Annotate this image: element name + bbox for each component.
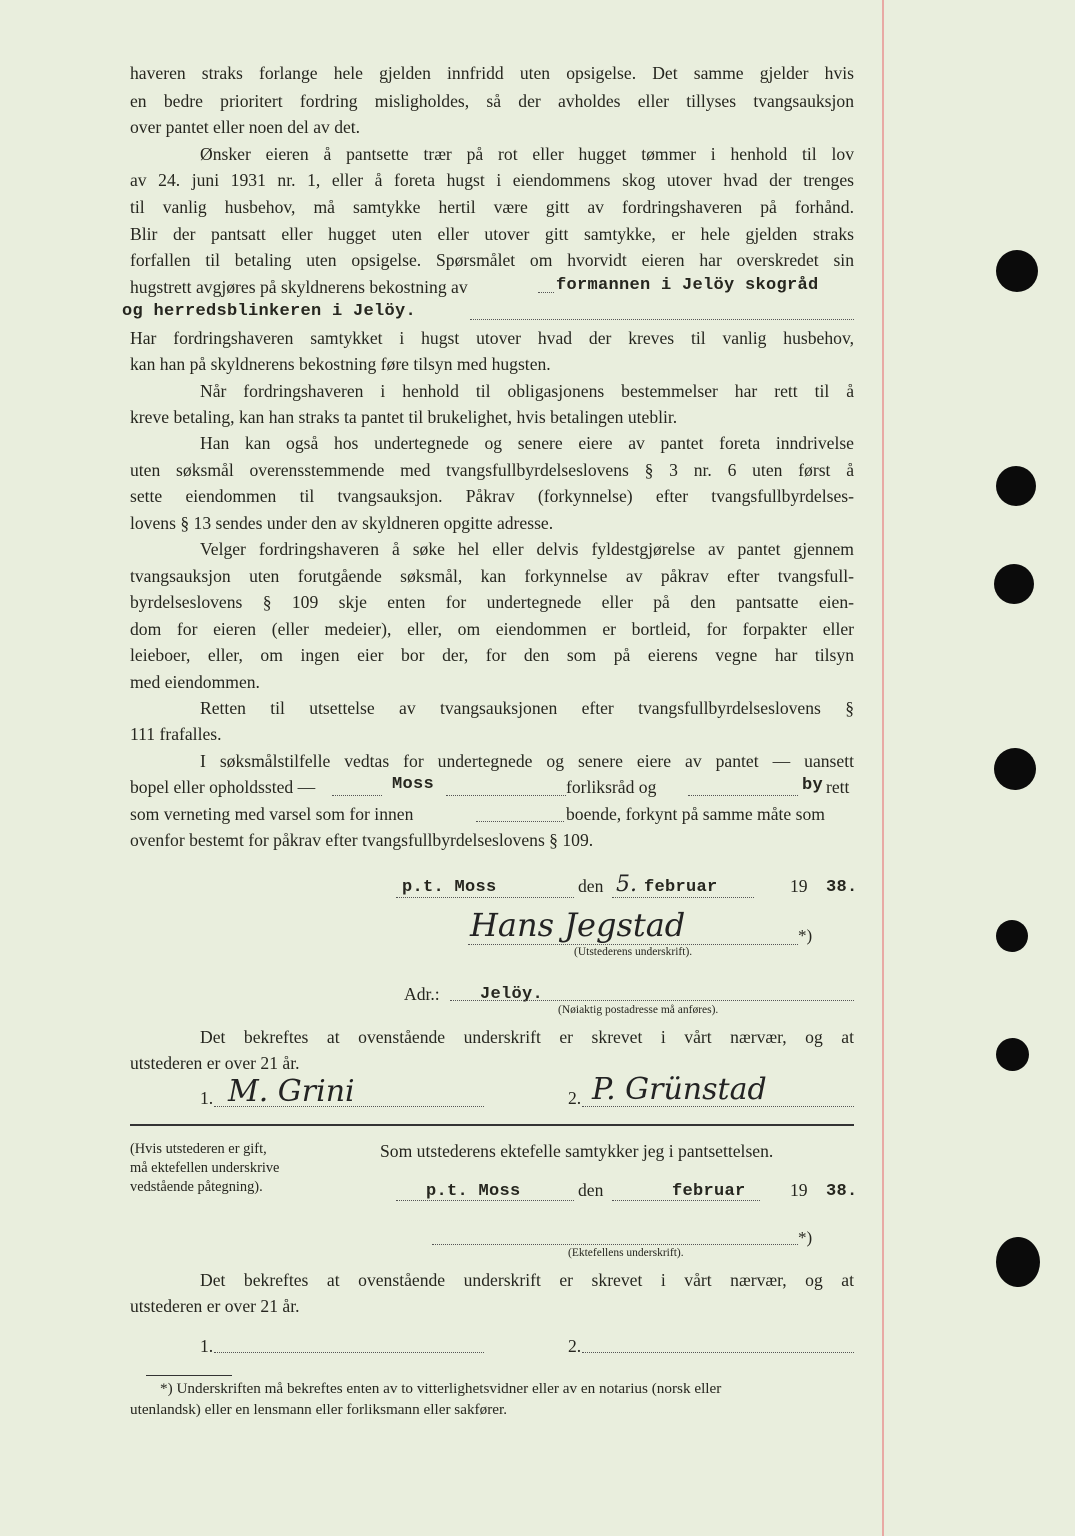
body-text-line: Retten til utsettelse av tvangsauksjonen efter tvangsfullbyrdelseslovens § [200,698,854,718]
typed-authority: formannen i Jelöy skogråd [556,276,819,295]
body-text-line: kreve betaling, kan han straks ta pantet til brukelighet, hvis betalingen uteblir. [130,407,678,427]
typed-year: 38. [826,878,858,897]
fill-line [450,1000,854,1001]
body-text-line: haveren straks forlange hele gjelden innfridd uten opsigelse. Det samme gjelder hvis [130,63,854,83]
body-text-line: Han kan også hos undertegnede og senere eiere av pantet foreta inndrivelse [200,433,854,453]
body-text-line: kan han på skyldnerens bekostning føre tilsyn med hugsten. [130,354,551,374]
fill-line [396,897,574,898]
body-text: som verneting med varsel som for innen [130,804,414,824]
typed-authority: og herredsblinkeren i Jelöy. [122,302,417,321]
body-text-line: Når fordringshaveren i henhold til obligasjonens bestemmelser har rett til å [200,381,854,401]
body-text-line: hugstrett avgjøres på skyldnerens bekostning av [130,277,468,297]
punch-hole [996,1237,1040,1287]
den-label: den [578,876,604,896]
typed-place: Moss [392,775,435,794]
body-text-line: med eiendommen. [130,672,260,692]
issuer-signature: Hans Jegstad [470,906,686,944]
body-text-line: Har fordringshaveren samtykket i hugst utover hvad der kreves til vanlig husbehov, [130,328,854,348]
body-text-line: I søksmålstilfelle vedtas for undertegnede og senere eiere av pantet — uansett [200,751,854,771]
typed-court: by [802,776,824,795]
body-text-line: en bedre prioritert fordring misligholdes, så der avholdes eller tillyses tvangsauksjon [130,91,854,111]
fill-line [688,795,798,796]
body-text-line: tvangsauksjon uten forutgående søksmål, kan forkynnelse av påkrav efter tvangsfull- [130,566,854,586]
fill-line [446,795,566,796]
punch-hole [996,920,1028,952]
punch-hole [996,1038,1029,1071]
body-text: bopel eller opholdssted — [130,777,316,797]
body-text-line: forfallen til betaling uten opsigelse. Spørsmålet om hvorvidt eieren har overskredet sin [130,250,854,270]
witness-number: 1. [200,1088,214,1108]
witness-signature-1: M. Grini [228,1074,355,1109]
punch-hole [996,466,1036,506]
body-text: boende, forkynt på samme måte som [566,804,825,824]
fill-line [476,821,564,822]
fill-line [612,897,754,898]
asterisk-mark: *) [798,1228,813,1247]
body-text-line: dom for eieren (eller medeier), eller, om eiendommen er bortleid, for forpakter eller [130,619,854,639]
signature-line [582,1106,854,1107]
typed-address: Jelöy. [480,985,544,1004]
fill-line [538,292,554,293]
body-text-line: Blir der pantsatt eller hugget uten eller utover gitt samtykke, er hele gjelden straks [130,224,854,244]
spouse-consent-text: Som utstederens ektefelle samtykker jeg i pantsettelsen. [380,1141,774,1161]
body-text-line: over pantet eller noen del av det. [130,117,361,137]
body-text-line: Velger fordringshaveren å søke hel eller delvis fyldestgjørelse av pantet gjennem [200,539,854,559]
signature-line [214,1352,484,1353]
margin-line [882,0,884,1536]
body-text-line: leieboer, eller, om ingen eier bor der, for den som på eierens vegne har tilsyn [130,645,854,665]
section-divider [130,1124,854,1126]
fill-line [470,319,854,320]
handwritten-day: 5. [616,872,637,897]
signature-line [432,1244,798,1245]
footnote-rule [146,1375,232,1376]
typed-month: februar [644,878,718,897]
punch-hole [994,564,1034,604]
fill-line [396,1200,574,1201]
signature-line [468,944,798,945]
body-text-line: utstederen er over 21 år. [130,1296,300,1316]
body-text-line: Det bekreftes at ovenstående underskrift er skrevet i vårt nærvær, og at [200,1270,854,1290]
body-text-line: ovenfor bestemt for påkrav efter tvangsfullbyrdelseslovens § 109. [130,830,594,850]
address-caption: (Nøiaktig postadresse må anføres). [558,1004,719,1016]
year-prefix: 19 [790,1180,808,1200]
punch-hole [994,748,1036,790]
body-text-line: uten søksmål overensstemmende med tvangsfullbyrdelseslovens § 3 nr. 6 uten først å [130,460,854,480]
signature-line [582,1352,854,1353]
witness-number: 1. [200,1336,214,1356]
typed-month: februar [672,1182,746,1201]
signature-caption: (Ektefellens underskrift). [568,1247,684,1259]
body-text-line: av 24. juni 1931 nr. 1, eller å foreta hugst i eiendommens skog utover hvad der trenges [130,170,854,190]
fill-line [612,1200,760,1201]
typed-place: p.t. Moss [402,878,497,897]
typed-place: p.t. Moss [426,1182,521,1201]
body-text-line: Ønsker eieren å pantsette trær på rot eller hugget tømmer i henhold til lov [200,144,854,164]
signature-caption: (Utstederens underskrift). [574,946,693,958]
body-text-line: byrdelseslovens § 109 skje enten for undertegnede eller på den pantsatte eien- [130,592,854,612]
body-text-line: 111 frafalles. [130,724,222,744]
den-label: den [578,1180,604,1200]
body-text-line: lovens § 13 sendes under den av skyldneren opgitte adresse. [130,513,554,533]
body-text-line: til vanlig husbehov, må samtykke hertil være gitt av fordringshaveren på forhånd. [130,197,854,217]
body-text: rett [826,777,850,797]
body-text-line: utstederen er over 21 år. [130,1053,300,1073]
body-text: forliksråd og [566,777,657,797]
spouse-note-line: vedstående påtegning). [130,1179,263,1195]
signature-line [214,1106,484,1107]
fill-line [332,795,382,796]
address-label: Adr.: [404,984,440,1004]
asterisk-mark: *) [798,926,813,945]
typed-year: 38. [826,1182,858,1201]
footnote-line: utenlandsk) eller en lensmann eller forliksmann eller sakfører. [130,1401,508,1418]
spouse-note-line: (Hvis utstederen er gift, [130,1141,267,1157]
year-prefix: 19 [790,876,808,896]
witness-number: 2. [568,1088,582,1108]
body-text-line: Det bekreftes at ovenstående underskrift er skrevet i vårt nærvær, og at [200,1027,854,1047]
punch-hole [996,250,1038,292]
footnote-line: *) Underskriften må bekreftes enten av to vitterlighetsvidner eller av en notarius (norsk eller [160,1380,722,1397]
witness-number: 2. [568,1336,582,1356]
body-text-line: sette eiendommen til tvangsauksjon. Påkrav (forkynnelse) efter tvangsfullbyrdelses- [130,486,854,506]
spouse-note-line: må ektefellen underskrive [130,1160,280,1176]
witness-signature-2: P. Grünstad [592,1072,767,1107]
